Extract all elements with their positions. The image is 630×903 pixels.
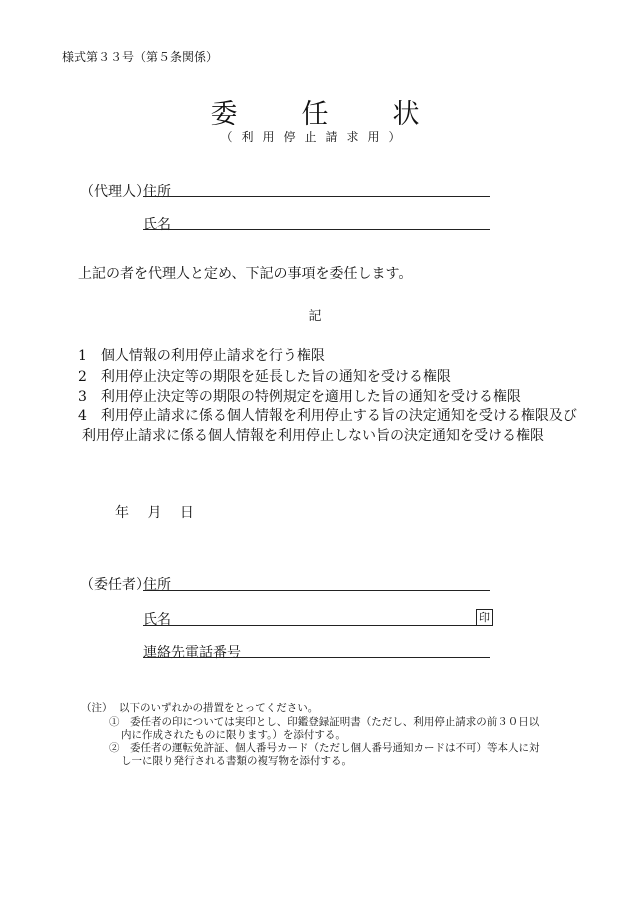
- agent-name-field[interactable]: [143, 229, 490, 230]
- note-1-line-2: 内に作成されたものに限ります。）を添付する。: [121, 729, 346, 741]
- principal-role-label: （委任者）: [80, 577, 150, 593]
- principal-phone-label: 連絡先電話番号: [143, 645, 241, 661]
- principal-name-label: 氏名: [143, 612, 171, 628]
- document-subtitle: （利用停止請求用）: [220, 130, 410, 144]
- title-char-2: 任: [301, 99, 329, 130]
- authority-item-1: 1 個人情報の利用停止請求を行う権限: [78, 348, 325, 364]
- authority-item-2: 2 利用停止決定等の期限を延長した旨の通知を受ける権限: [78, 369, 451, 385]
- principal-address-label: 住所: [143, 577, 171, 593]
- agent-role-label: （代理人）: [80, 184, 150, 200]
- form-number: 様式第３３号（第５条関係）: [62, 50, 219, 64]
- agent-address-label: 住所: [143, 184, 171, 200]
- title-char-3: 状: [392, 99, 420, 130]
- notes-header-text: 以下のいずれかの措置をとってください。: [119, 702, 319, 714]
- principal-name-field[interactable]: [143, 625, 490, 626]
- ki-heading: 記: [308, 309, 322, 324]
- document-title: [0, 92, 630, 131]
- note-1-line-1: ① 委任者の印については実印とし、印鑑登録証明書（ただし、利用停止請求の前３０日以: [109, 716, 540, 728]
- authority-item-4: 4 利用停止請求に係る個人情報を利用停止する旨の決定通知を受ける権限及び: [78, 408, 577, 424]
- note-2-line-2: し一に限り発行される書類の複写物を添付する。: [121, 755, 352, 767]
- note-2-line-1: ② 委任者の運転免許証、個人番号カード（ただし個人番号通知カードは不可）等本人に対: [109, 742, 540, 754]
- date-line[interactable]: 年 月 日: [115, 505, 194, 521]
- principal-phone-field[interactable]: [143, 657, 490, 658]
- principal-address-field[interactable]: [143, 590, 490, 591]
- agent-address-field[interactable]: [143, 196, 490, 197]
- title-char-1: 委: [210, 99, 238, 130]
- agent-name-label: 氏名: [143, 217, 171, 233]
- authority-item-4-continuation: 利用停止請求に係る個人情報を利用停止しない旨の決定通知を受ける権限: [82, 428, 544, 444]
- delegation-statement: 上記の者を代理人と定め、下記の事項を委任します。: [78, 266, 413, 282]
- authority-item-3: 3 利用停止決定等の期限の特例規定を適用した旨の通知を受ける権限: [78, 389, 521, 405]
- notes-header-label: （注）: [81, 702, 113, 714]
- seal-mark: 印: [476, 609, 493, 626]
